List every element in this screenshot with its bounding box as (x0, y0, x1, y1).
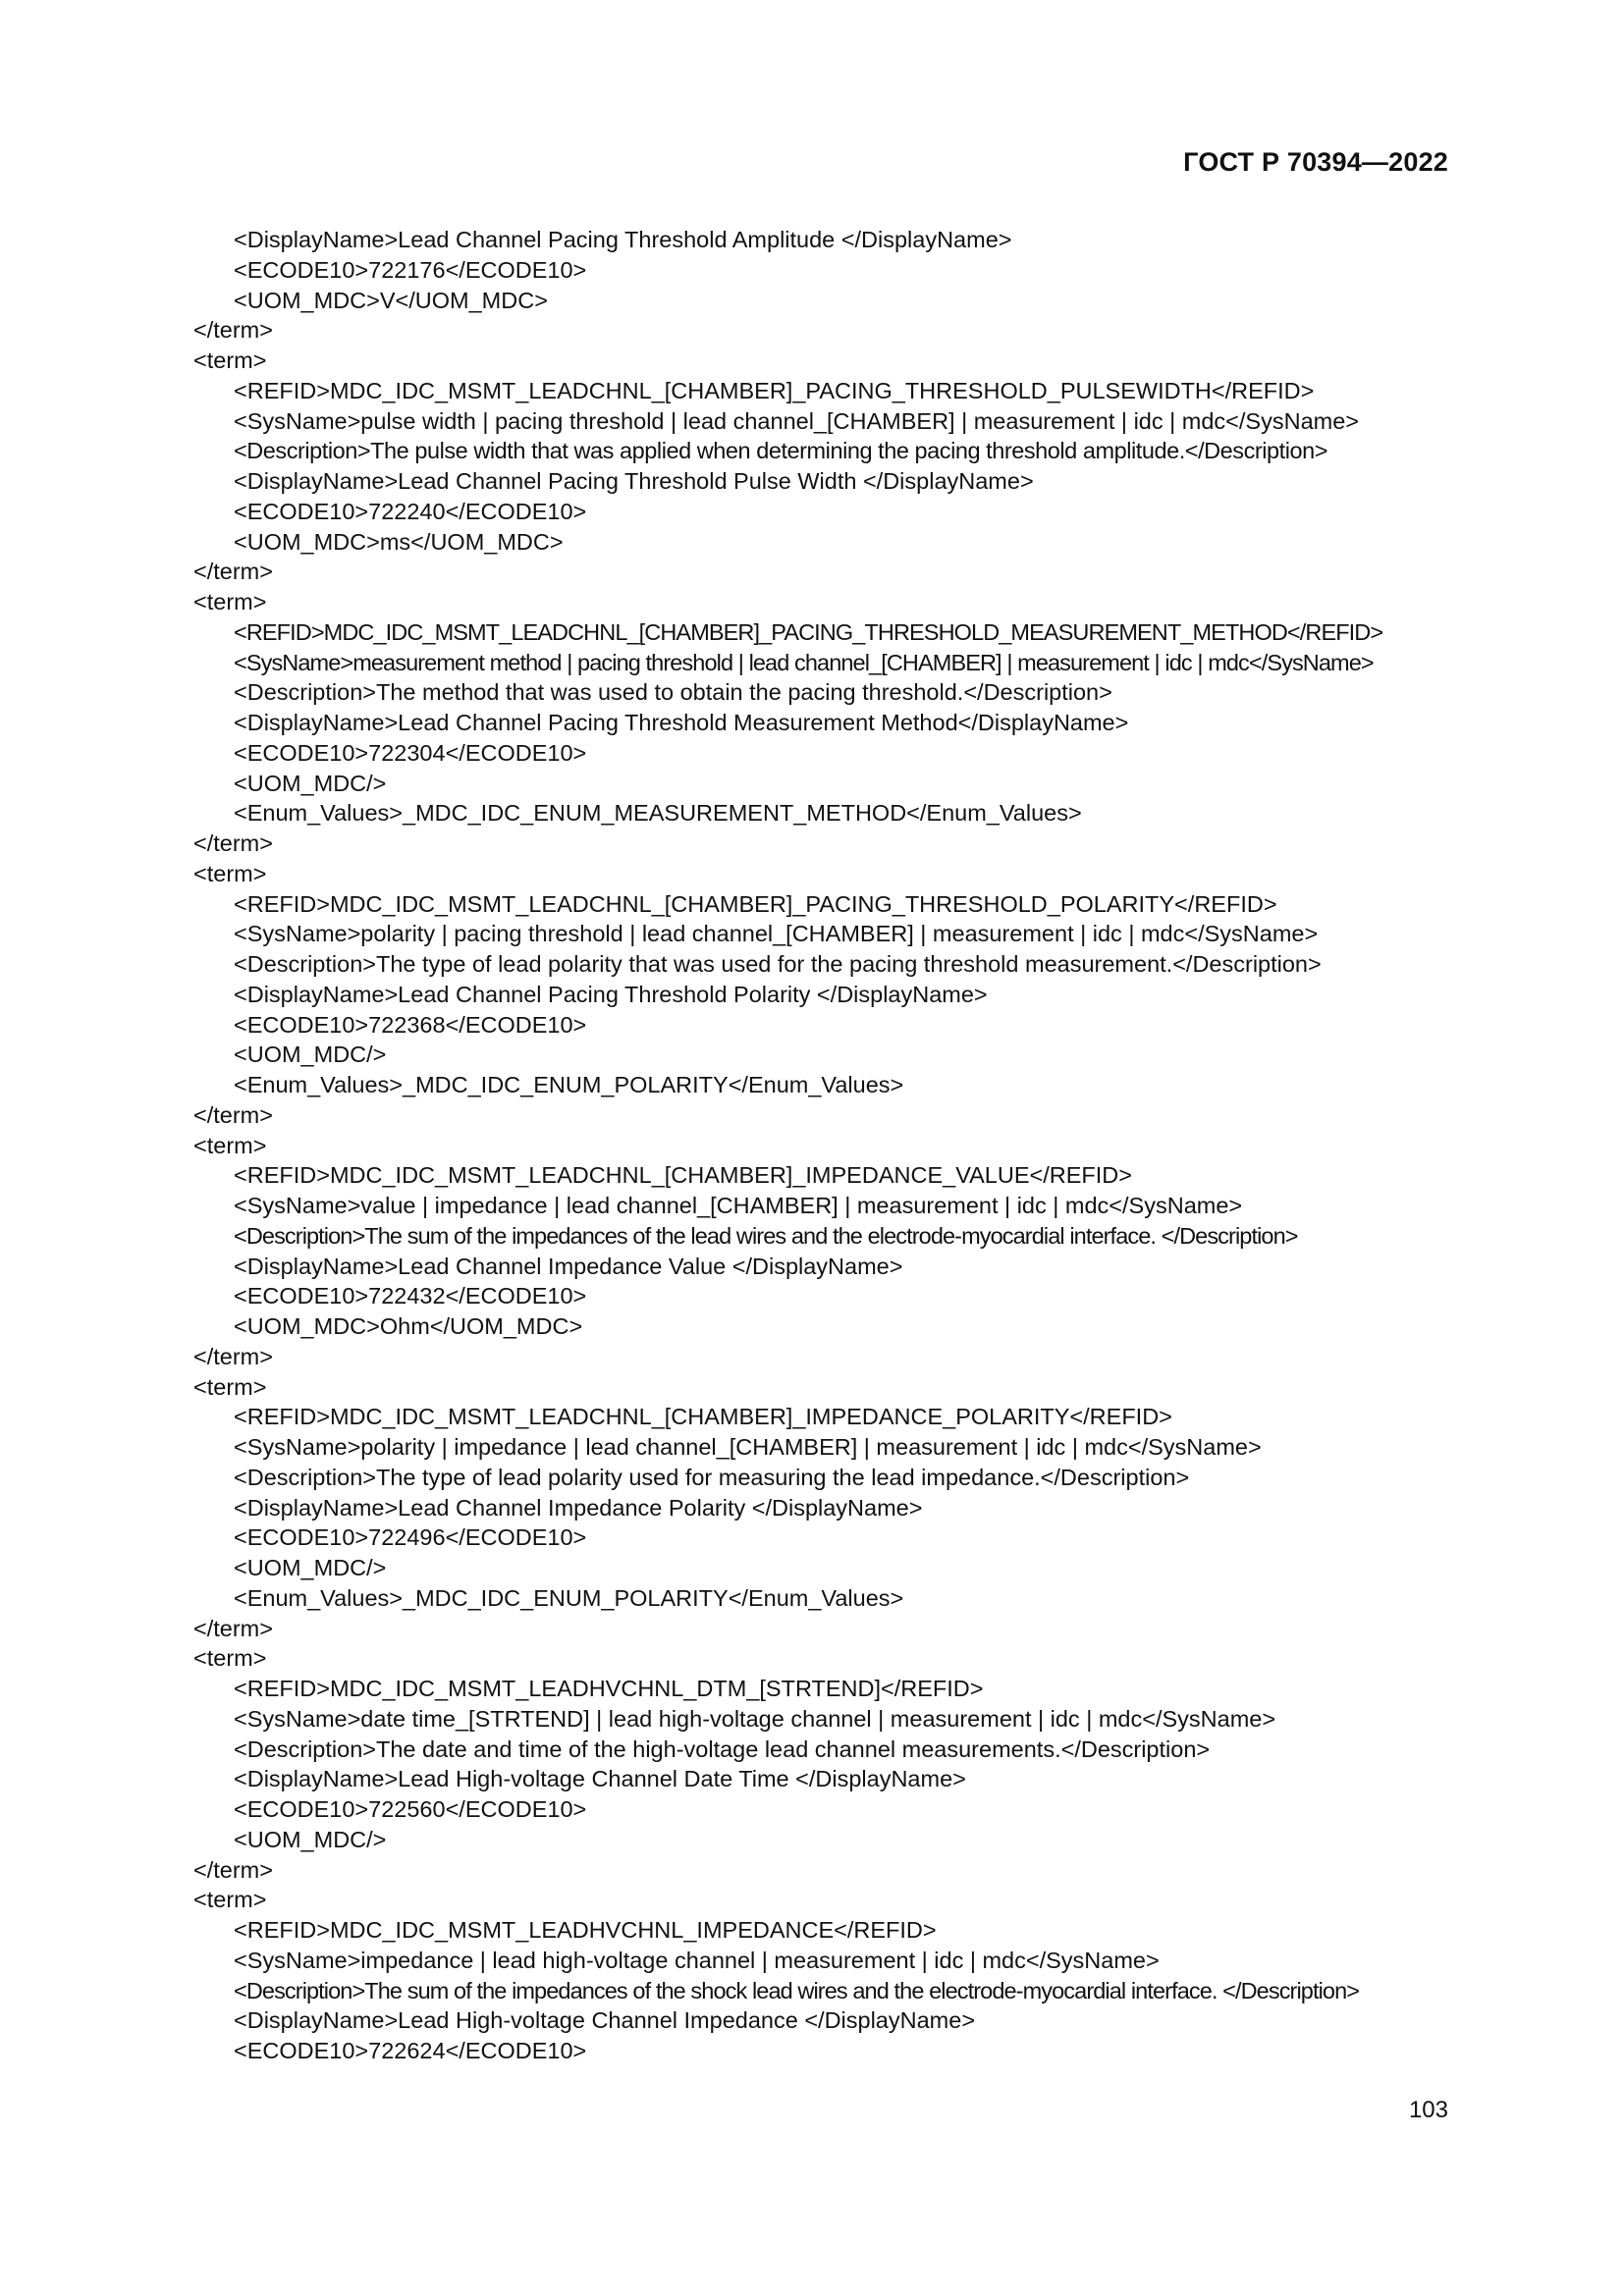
code-line: <SysName>polarity | pacing threshold | lead channel_[CHAMBER] | measurement | idc | mdc</SysName> (234, 921, 1319, 947)
code-line: <REFID>MDC_IDC_MSMT_LEADCHNL_[CHAMBER]_PACING_THRESHOLD_PULSEWIDTH</REFID> (234, 377, 1315, 403)
code-line: <UOM_MDC/> (234, 1826, 387, 1852)
code-line: <term> (193, 860, 267, 886)
code-line: <SysName>pulse width | pacing threshold | lead channel_[CHAMBER] | measurement | idc | mdc</SysName> (234, 407, 1360, 434)
code-line: <term> (193, 347, 267, 373)
code-line: <Enum_Values>_MDC_IDC_ENUM_POLARITY</Enum_Values> (234, 1072, 904, 1097)
code-line: </term> (193, 1856, 273, 1883)
code-line: <UOM_MDC/> (234, 1041, 387, 1068)
code-line: <SysName>polarity | impedance | lead channel_[CHAMBER] | measurement | idc | mdc</SysName> (234, 1434, 1262, 1460)
code-line: <Enum_Values>_MDC_IDC_ENUM_MEASUREMENT_METHOD</Enum_Values> (234, 800, 1082, 827)
code-line: <UOM_MDC>Ohm</UOM_MDC> (234, 1313, 583, 1339)
code-line: <REFID>MDC_IDC_MSMT_LEADCHNL_[CHAMBER]_IMPEDANCE_VALUE</REFID> (234, 1162, 1132, 1189)
code-line: <term> (193, 589, 267, 614)
code-line: <term> (193, 1887, 267, 1913)
code-line: </term> (193, 559, 273, 585)
code-line: <DisplayName>Lead High-voltage Channel Date Time </DisplayName> (234, 1766, 966, 1792)
code-line: <REFID>MDC_IDC_MSMT_LEADHVCHNL_IMPEDANCE</REFID> (234, 1917, 937, 1943)
code-line: <ECODE10>722624</ECODE10> (234, 2038, 587, 2063)
code-line: <UOM_MDC>ms</UOM_MDC> (234, 528, 564, 555)
code-line: <Description>The date and time of the high-voltage lead channel measurements.</Description> (234, 1735, 1211, 1762)
code-line: <UOM_MDC>V</UOM_MDC> (234, 287, 548, 313)
code-line: <term> (193, 1645, 267, 1672)
code-line: <SysName>value | impedance | lead channel_[CHAMBER] | measurement | idc | mdc</SysName> (234, 1193, 1243, 1218)
code-line: <DisplayName>Lead Channel Impedance Polarity </DisplayName> (234, 1494, 923, 1521)
code-line: </term> (193, 1101, 273, 1128)
xml-code-listing (193, 225, 1460, 2066)
code-line: <Description>The method that was used to obtain the pacing threshold.</Description> (234, 679, 1112, 706)
code-line: <ECODE10>722432</ECODE10> (234, 1283, 587, 1309)
code-line: </term> (193, 1343, 273, 1369)
code-line: <DisplayName>Lead Channel Pacing Threshold Amplitude </DisplayName> (234, 227, 1012, 252)
code-line: <REFID>MDC_IDC_MSMT_LEADCHNL_[CHAMBER]_PACING_THRESHOLD_MEASUREMENT_METHOD</REFID> (234, 618, 1383, 645)
code-line: </term> (193, 1615, 273, 1641)
code-line: <Description>The type of lead polarity used for measuring the lead impedance.</Description> (234, 1464, 1190, 1490)
code-line: </term> (193, 830, 273, 856)
code-line: <DisplayName>Lead Channel Pacing Threshold Measurement Method</DisplayName> (234, 710, 1129, 735)
code-line: <UOM_MDC/> (234, 1555, 387, 1580)
code-line: <term> (193, 1373, 267, 1400)
code-line: <Description>The type of lead polarity that was used for the pacing threshold measurement.</Description> (234, 951, 1322, 977)
code-line: <REFID>MDC_IDC_MSMT_LEADCHNL_[CHAMBER]_IMPEDANCE_POLARITY</REFID> (234, 1404, 1172, 1430)
code-line: <UOM_MDC/> (234, 770, 387, 796)
code-line: <REFID>MDC_IDC_MSMT_LEADCHNL_[CHAMBER]_PACING_THRESHOLD_POLARITY</REFID> (234, 890, 1277, 917)
page-number: 103 (1408, 2097, 1448, 2123)
code-line: <ECODE10>722176</ECODE10> (234, 256, 587, 283)
code-line: </term> (193, 317, 273, 344)
code-line: <DisplayName>Lead Channel Pacing Threshold Pulse Width </DisplayName> (234, 468, 1034, 494)
code-line: <ECODE10>722304</ECODE10> (234, 739, 587, 766)
code-line: <REFID>MDC_IDC_MSMT_LEADHVCHNL_DTM_[STRTEND]</REFID> (234, 1676, 984, 1701)
code-line: <Enum_Values>_MDC_IDC_ENUM_POLARITY</Enum_Values> (234, 1584, 904, 1611)
code-line: <ECODE10>722368</ECODE10> (234, 1011, 587, 1038)
code-line: <term> (193, 1132, 267, 1158)
code-line: <ECODE10>722560</ECODE10> (234, 1796, 587, 1822)
code-line: <DisplayName>Lead Channel Impedance Value </DisplayName> (234, 1253, 903, 1279)
document-header-code: ГОСТ Р 70394—2022 (1183, 147, 1448, 177)
code-line: <SysName>impedance | lead high-voltage channel | measurement | idc | mdc</SysName> (234, 1947, 1160, 1973)
code-line: <Description>The sum of the impedances of the lead wires and the electrode-myocardial interface. </Description> (234, 1222, 1298, 1249)
code-line: <ECODE10>722496</ECODE10> (234, 1524, 587, 1551)
code-line: <Description>The sum of the impedances of the shock lead wires and the electrode-myocardial interface. </Description> (234, 1977, 1360, 2003)
code-line: <ECODE10>722240</ECODE10> (234, 498, 587, 524)
code-line: <Description>The pulse width that was applied when determining the pacing threshold amplitude.</Description> (234, 438, 1328, 464)
code-line: <SysName>date time_[STRTEND] | lead high-voltage channel | measurement | idc | mdc</SysName> (234, 1705, 1276, 1732)
code-line: <DisplayName>Lead High-voltage Channel Impedance </DisplayName> (234, 2007, 976, 2034)
code-line: <SysName>measurement method | pacing threshold | lead channel_[CHAMBER] | measurement | idc | mdc</SysName> (234, 649, 1374, 675)
code-line: <DisplayName>Lead Channel Pacing Threshold Polarity </DisplayName> (234, 981, 988, 1007)
